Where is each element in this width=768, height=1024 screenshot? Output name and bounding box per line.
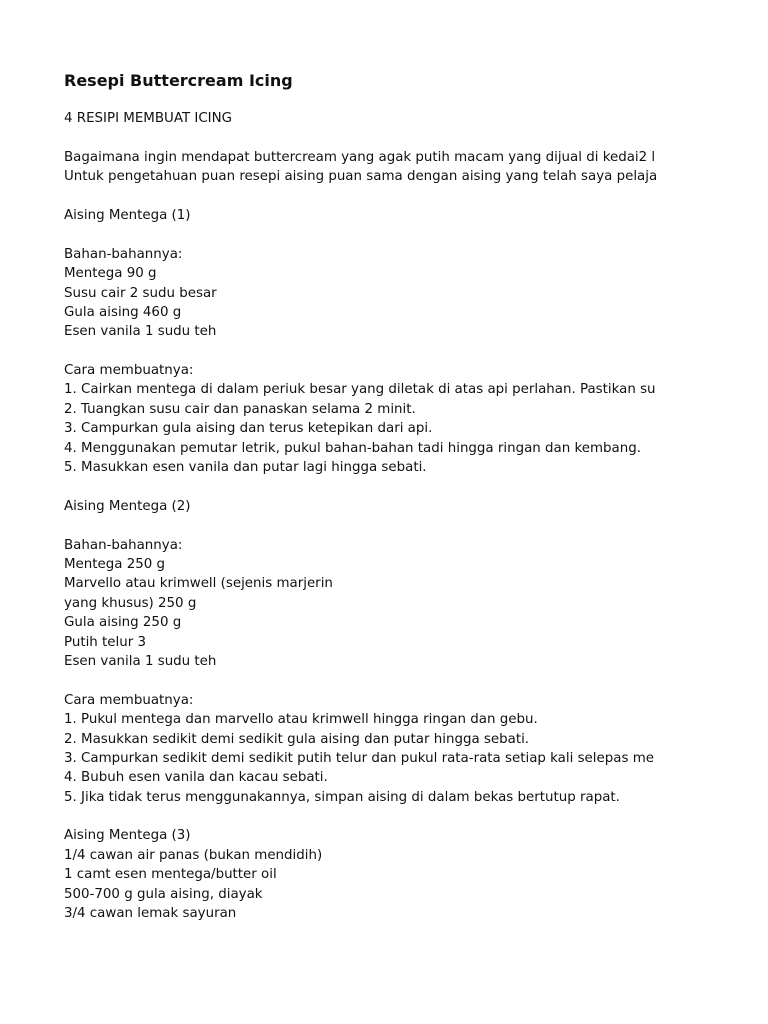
ingredient-item: Susu cair 2 sudu besar: [64, 285, 217, 301]
ingredient-item: Esen vanila 1 sudu teh: [64, 653, 217, 669]
ingredients-heading: Bahan-bahannya:: [64, 246, 183, 262]
intro-line: Untuk pengetahuan puan resepi aising puan sama dengan aising yang telah saya pelaja: [64, 169, 658, 185]
ingredient-item: 1/4 cawan air panas (bukan mendidih): [64, 847, 323, 863]
ingredient-item: Gula aising 460 g: [64, 304, 182, 320]
ingredient-item: 1 camt esen mentega/butter oil: [64, 867, 277, 883]
recipe-3: [64, 826, 673, 923]
step-item: 4. Menggunakan pemutar letrik, pukul bahan-bahan tadi hingga ringan dan kembang.: [64, 440, 642, 456]
steps-heading: Cara membuatnya:: [64, 692, 194, 708]
step-item: 1. Pukul mentega dan marvello atau krimwell hingga ringan dan gebu.: [64, 712, 538, 728]
ingredient-item: Esen vanila 1 sudu teh: [64, 324, 217, 340]
step-item: 2. Tuangkan susu cair dan panaskan selama 2 minit.: [64, 401, 416, 417]
document-page: [64, 68, 673, 923]
recipe-heading: Aising Mentega (3): [64, 828, 191, 844]
step-item: 4. Bubuh esen vanila dan kacau sebati.: [64, 770, 328, 786]
step-item: 3. Campurkan gula aising dan terus ketepikan dari api.: [64, 421, 433, 437]
ingredients-heading: Bahan-bahannya:: [64, 537, 183, 553]
recipe-2: [64, 497, 673, 807]
steps-heading: Cara membuatnya:: [64, 363, 194, 379]
intro-paragraph: [64, 148, 673, 187]
step-item: 3. Campurkan sedikit demi sedikit putih telur dan pukul rata-rata setiap kali selepas me: [64, 750, 654, 766]
ingredient-item: 500-700 g gula aising, diayak: [64, 886, 263, 902]
document-subtitle: 4 RESIPI MEMBUAT ICING: [64, 111, 233, 126]
ingredient-item: Gula aising 250 g: [64, 615, 182, 631]
recipe-heading: Aising Mentega (2): [64, 498, 191, 514]
intro-line: Bagaimana ingin mendapat buttercream yang agak putih macam yang dijual di kedai2 l: [64, 149, 656, 165]
step-item: 5. Masukkan esen vanila dan putar lagi hingga sebati.: [64, 460, 427, 476]
step-item: 5. Jika tidak terus menggunakannya, simpan aising di dalam bekas bertutup rapat.: [64, 789, 620, 805]
ingredient-item: Mentega 250 g: [64, 556, 166, 572]
ingredient-item: 3/4 cawan lemak sayuran: [64, 906, 237, 922]
step-item: 1. Cairkan mentega di dalam periuk besar yang diletak di atas api perlahan. Pastikan su: [64, 382, 656, 398]
document-title: Resepi Buttercream Icing: [64, 71, 293, 90]
step-item: 2. Masukkan sedikit demi sedikit gula aising dan putar hingga sebati.: [64, 731, 530, 747]
ingredient-item: Marvello atau krimwell (sejenis marjerin: [64, 576, 333, 592]
recipe-1: [64, 206, 673, 477]
ingredient-item: Putih telur 3: [64, 634, 147, 650]
ingredient-item: yang khusus) 250 g: [64, 595, 197, 611]
recipe-heading: Aising Mentega (1): [64, 207, 191, 223]
ingredient-item: Mentega 90 g: [64, 266, 157, 282]
